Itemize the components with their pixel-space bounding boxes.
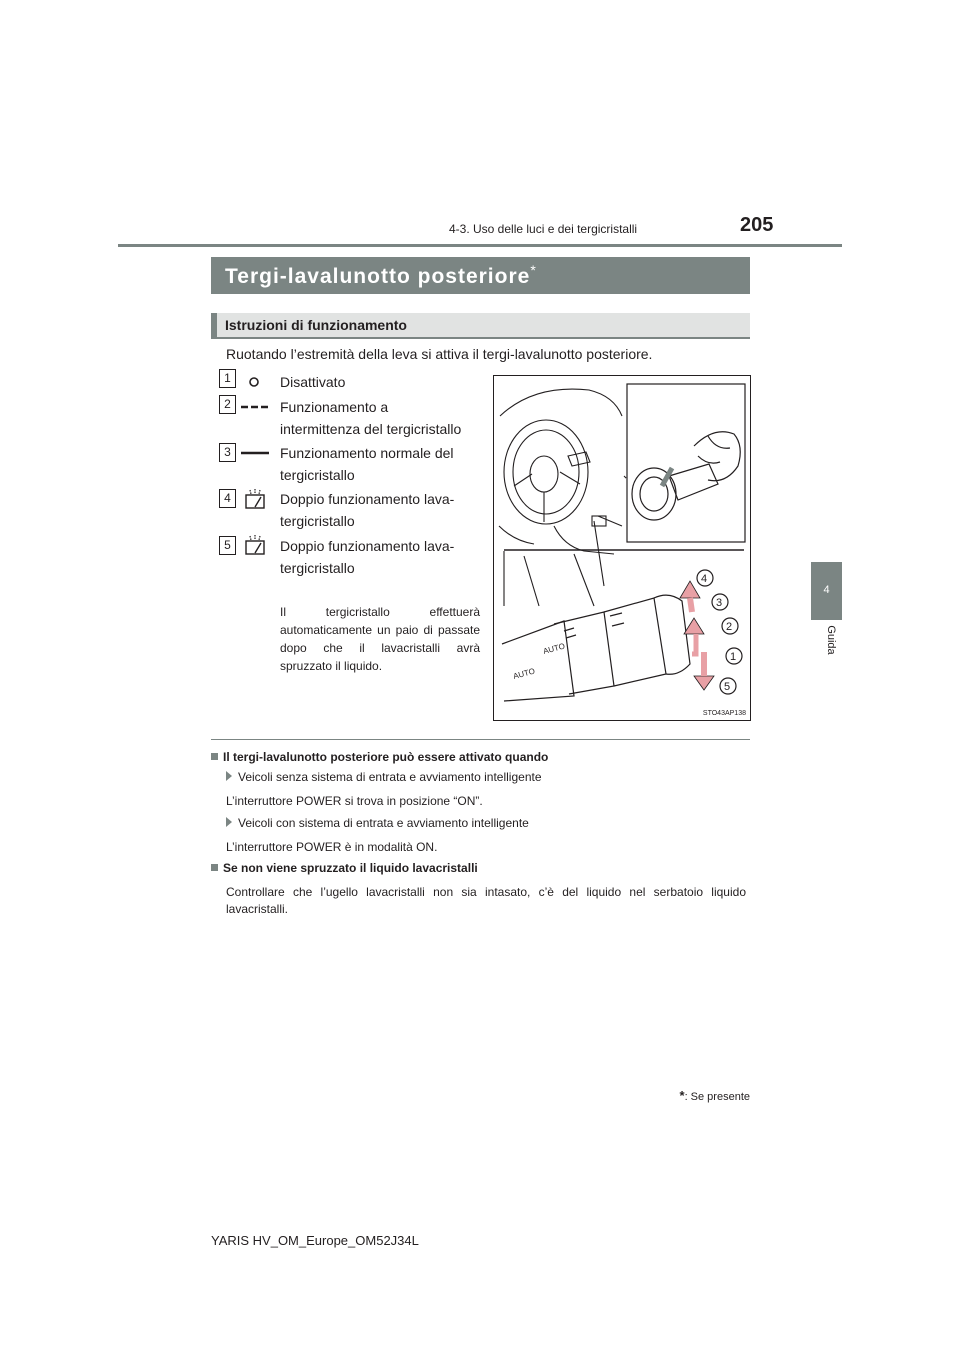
page-number: 205 <box>740 214 774 236</box>
footer-document-id: YARIS HV_OM_Europe_OM52J34L <box>211 1233 419 1248</box>
note-heading-1: Il tergi-lavalunotto posteriore può essere attivato quando <box>211 750 548 764</box>
footnote-marker: * <box>679 1088 685 1103</box>
note-text-2: L’interruttore POWER è in modalità ON. <box>226 840 438 854</box>
callout-2: 2 <box>726 621 733 633</box>
chapter-tab-label: Guida <box>825 625 837 655</box>
square-bullet-icon <box>211 753 218 760</box>
subheading-accent <box>211 313 217 339</box>
note-heading-2: Se non viene spruzzato il liquido lavacristalli <box>211 861 478 875</box>
mode-number-3: 3 <box>219 443 236 462</box>
mode-5-note: Il tergicristallo effettuerà automaticamente un paio di passate dopo che il lavacristalli avrà spruzzato il liquido. <box>280 605 480 673</box>
note-text-3: Controllare che l’ugello lavacristalli non sia intasato, c’è del liquido nel serbatoio liquido lavacristalli. <box>226 885 746 916</box>
triangle-bullet-icon <box>226 817 232 827</box>
mode-3-text <box>280 442 480 486</box>
mode-2-line-1: Funzionamento a <box>280 399 389 415</box>
mode-number-4: 4 <box>219 489 236 508</box>
mode-4-line-1: Doppio funzionamento lava- <box>280 491 455 507</box>
mode-1-text: Disattivato <box>280 374 346 390</box>
section-title: Tergi-lavalunotto posteriore* <box>225 262 537 288</box>
callout-1: 1 <box>730 651 737 663</box>
note-item-1: Veicoli senza sistema di entrata e avviamento intelligente <box>226 770 542 784</box>
mode-3-line-1: Funzionamento normale del <box>280 445 454 461</box>
callout-5: 5 <box>724 681 731 693</box>
lever-label-auto-1: AUTO <box>542 641 566 656</box>
triangle-bullet-icon <box>226 771 232 781</box>
mode-5-line-2: tergicristallo <box>280 560 355 576</box>
square-bullet-icon <box>211 864 218 871</box>
steering-wheel-sketch <box>499 389 644 606</box>
mode-number-1: 1 <box>219 369 236 388</box>
mode-number-5: 5 <box>219 536 236 555</box>
solid-line-icon <box>241 450 269 456</box>
mode-2-text <box>280 396 480 440</box>
zoom-inset <box>627 384 745 542</box>
mode-5-text <box>280 535 480 579</box>
intro-text: Ruotando l’estremità della leva si attiva il tergi-lavalunotto posteriore. <box>226 346 653 362</box>
mode-2-line-2: intermittenza del tergicristallo <box>280 421 462 437</box>
mode-3-line-2: tergicristallo <box>280 467 355 483</box>
mode-4-text <box>280 488 480 532</box>
rotation-arrows <box>680 581 714 690</box>
header-rule <box>118 244 842 247</box>
rear-washer-icon <box>244 535 268 557</box>
note-text-1: L’interruttore POWER si trova in posizione “ON”. <box>226 794 483 808</box>
rear-washer-icon <box>244 489 268 511</box>
header-section-title: 4-3. Uso delle luci e dei tergicristalli <box>449 222 638 236</box>
wiper-lever-illustration <box>493 375 751 721</box>
subheading-title: Istruzioni di funzionamento <box>225 317 407 333</box>
off-circle-icon <box>248 376 260 388</box>
section-title-bar <box>211 257 750 294</box>
mode-4-line-2: tergicristallo <box>280 513 355 529</box>
subheading-bar <box>211 313 750 339</box>
section-rule <box>211 739 750 740</box>
callout-4: 4 <box>701 573 708 585</box>
note-item-2: Veicoli con sistema di entrata e avviamento intelligente <box>226 816 529 830</box>
lever-label-auto-2: AUTO <box>512 666 536 681</box>
figure-code: STO43AP138 <box>702 710 746 717</box>
footnote <box>620 1088 750 1103</box>
wiper-lever <box>502 595 690 701</box>
mode-5-line-1: Doppio funzionamento lava- <box>280 538 455 554</box>
illustration-drawing <box>494 376 750 720</box>
mode-number-2: 2 <box>219 395 236 414</box>
chapter-tab-number: 4 <box>823 584 830 596</box>
optional-marker: * <box>530 262 537 278</box>
dashed-line-icon <box>241 404 269 410</box>
callout-3: 3 <box>716 597 723 609</box>
footnote-text: : Se presente <box>684 1091 750 1103</box>
